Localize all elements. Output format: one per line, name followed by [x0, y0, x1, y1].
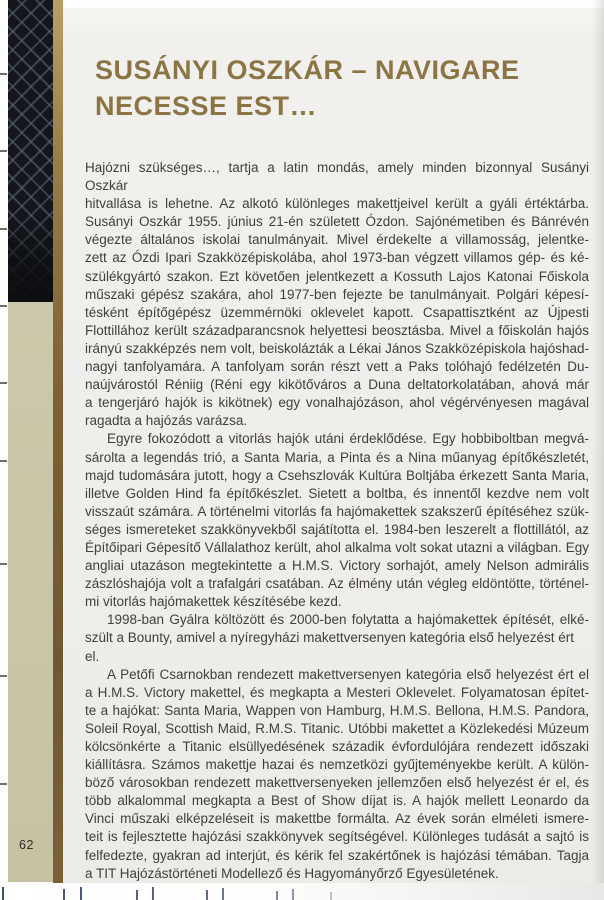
page-edge-shadow: [592, 0, 604, 884]
text-line: illetve Golden Hind fa építőkészlet. Sietett a boltba, és innentől kezdve nem volt: [85, 485, 589, 501]
bottom-ruler-tick: [330, 892, 332, 900]
bottom-ruler-tick: [136, 890, 138, 900]
text-line: a tengerjáró hajók is kikötnek) egy vonalhajózáson, ahol végérvényesen magával: [85, 395, 589, 411]
gutter-line: [53, 0, 63, 884]
text-line: Soleil Royal, Scottish Maid, R.M.S. Titanic. Utóbbi makettet a Közlekedési Múzeum: [85, 720, 589, 736]
text-line: kiállításra. Számos makettje hazai és nemzetközi gyűjteményekbe került. A külön-: [85, 757, 589, 773]
text-line: a TIT Hajózástörténeti Modellező és Hagyományőrző Egyesületének.: [85, 865, 499, 881]
text-line: irányú szakképzés nem volt, beiskolázták a Lékai János Szakközépiskola hajóshad-: [85, 340, 589, 356]
text-line: zászlóshajója volt a trafalgári csatában. Az élmény után végleg eldöntötte, történel-: [85, 576, 589, 592]
page-title-line2: NECESSE EST…: [95, 91, 318, 121]
paragraph: [85, 611, 589, 665]
text-line: a H.M.S. Victory makettel, és megkapta a Mesteri Oklevelet. Folyamatosan építet-: [85, 684, 589, 700]
bottom-ruler-tick: [222, 888, 224, 900]
left-ruler-tick: [0, 73, 7, 75]
text-line: Építőipari Gépesítő Vállalathoz került, ahol alkalma volt sokat utazni a világban. Egy: [85, 539, 589, 555]
text-line: böző városokban rendezett makettversenyeken jellemzően első helyezést ér el, és: [85, 775, 589, 791]
text-line: séges ismereteket szakkönyvekből sajátította el. 1984-ben leszerelt a flottillától, az: [85, 521, 589, 537]
bottom-ruler-tick: [2, 887, 4, 900]
left-ruler-tick: [0, 675, 7, 677]
text-line: szült a Bounty, amivel a nyíregyházi makettversenyen kategória első helyezést ért el.: [85, 630, 574, 664]
text-line: ragadta a hajózás varázsa.: [85, 413, 248, 429]
left-ruler-tick: [0, 460, 7, 462]
page-title-line1: SUSÁNYI OSZKÁR – NAVIGARE: [95, 55, 520, 85]
paragraph: [85, 666, 589, 883]
left-ruler: [0, 0, 8, 884]
text-line: angliai utazáson megtekintette a H.M.S. Victory sorhajót, amely Nelson admirális: [85, 558, 589, 574]
text-line: szülékgyártó szakon. Ezt követően jelentkezett a Kossuth Lajos Katonai Főiskola: [85, 268, 589, 284]
text-line: Egyre fokozódott a vitorlás hajók utáni érdeklődése. Egy hobbiboltban megvá-: [107, 431, 589, 447]
body-text: [85, 159, 589, 883]
left-ruler-tick: [0, 382, 7, 384]
book-page: [63, 0, 604, 884]
text-line: teit is fejlesztette hajózási szakkönyvek segítségével. Különleges tudását a sajtó is: [85, 829, 589, 845]
left-ruler-tick: [0, 150, 7, 152]
bottom-ruler-tick: [80, 887, 82, 900]
paragraph: [85, 159, 589, 430]
text-line: műszaki gépész szakára, ahol 1977-ben fejezte be tanulmányait. Polgári képesí-: [85, 286, 589, 302]
book-cover-edge: [6, 0, 53, 302]
text-line: te a hajókat: Santa Maria, Wappen von Hamburg, H.M.S. Bellona, H.M.S. Pandora,: [85, 702, 589, 718]
text-line: 1998-ban Gyálra költözött és 2000-ben folytatta a hajómakettek építését, elké-: [107, 612, 589, 628]
bottom-ruler-tick: [152, 887, 154, 900]
text-line: naújvárostól Réniig (Réni egy kikötőváros a Duna deltatorkolatában, ahová már: [85, 377, 589, 393]
text-line: több alkalommal megkapta a Best of Show díjat is. A hajók mellett Leonardo da: [85, 793, 589, 809]
page-top-highlight: [63, 0, 604, 8]
left-ruler-tick: [0, 305, 7, 307]
text-line: tésként építőgépész üzemmérnöki oklevelet kapott. Csapattisztként az Újpesti: [85, 304, 589, 320]
text-line: majd tudomására jutott, hogy a Csehszlovák Kultúra Boltjába érkezett Santa Maria,: [85, 467, 589, 483]
text-line: Flottillához került századparancsnok helyettesi beosztásba. Mivel a főiskolán hajós: [85, 322, 589, 338]
bottom-ruler: [0, 883, 604, 900]
text-line: hitvallása is lehetne. Az alkotó különleges makettjeivel került a gyáli értéktárba.: [85, 196, 589, 212]
text-line: végezte általános iskolai tanulmányait. Mivel érdekelte a villamosság, jelentke-: [85, 232, 589, 248]
text-line: A Petőfi Csarnokban rendezett makettversenyen kategória első helyezést ért el: [107, 666, 589, 682]
left-ruler-tick: [0, 228, 7, 230]
facing-page-edge: [4, 302, 53, 882]
text-line: mi vitorlás hajómakettek készítésébe kezd.: [85, 594, 342, 610]
bottom-ruler-tick: [292, 889, 294, 900]
bottom-ruler-tick: [63, 889, 65, 900]
text-line: kölcsönkérte a Titanic elsüllyedésének századik évfordulójára rendezett időszaki: [85, 739, 589, 754]
page-number: 62: [19, 838, 34, 852]
text-line: zett az Ózdi Ipari Szakközépiskolába, ahol 1973-ban végzett villamos gép- és ké-: [85, 250, 589, 266]
paragraph: [85, 430, 589, 611]
text-line: nagyi tanfolyamára. A tanfolyam során részt vett a Paks tolóhajó fedélzetén Du-: [85, 359, 589, 375]
left-ruler-tick: [0, 783, 7, 785]
text-line: felfedezte, gyakran ad interjút, és kérik fel szakértőnek is hajózási témában. Tagja: [85, 847, 589, 863]
text-line: Hajózni szükséges…, tartja a latin mondás, amely minden bizonnyal Susányi Oszkár: [85, 160, 589, 194]
page-title: [95, 52, 565, 124]
text-line: Vinci műszaki elképzeléseit is makettbe formálta. Az évek során elméleti ismere-: [85, 811, 589, 827]
bottom-ruler-tick: [206, 890, 208, 900]
left-ruler-tick: [0, 563, 7, 565]
bottom-ruler-tick: [276, 891, 278, 900]
text-line: sárolta a legendás trió, a Santa Maria, a Pinta és a Nina műanyag építőkészletét,: [85, 449, 589, 465]
text-line: visszaút számára. A történelmi vitorlás fa hajómakettek szakszerű építéséhez szük-: [85, 503, 589, 519]
text-line: Susányi Oszkár 1955. június 21-én született Ózdon. Sajónémetiben és Bánrévén: [85, 214, 589, 230]
